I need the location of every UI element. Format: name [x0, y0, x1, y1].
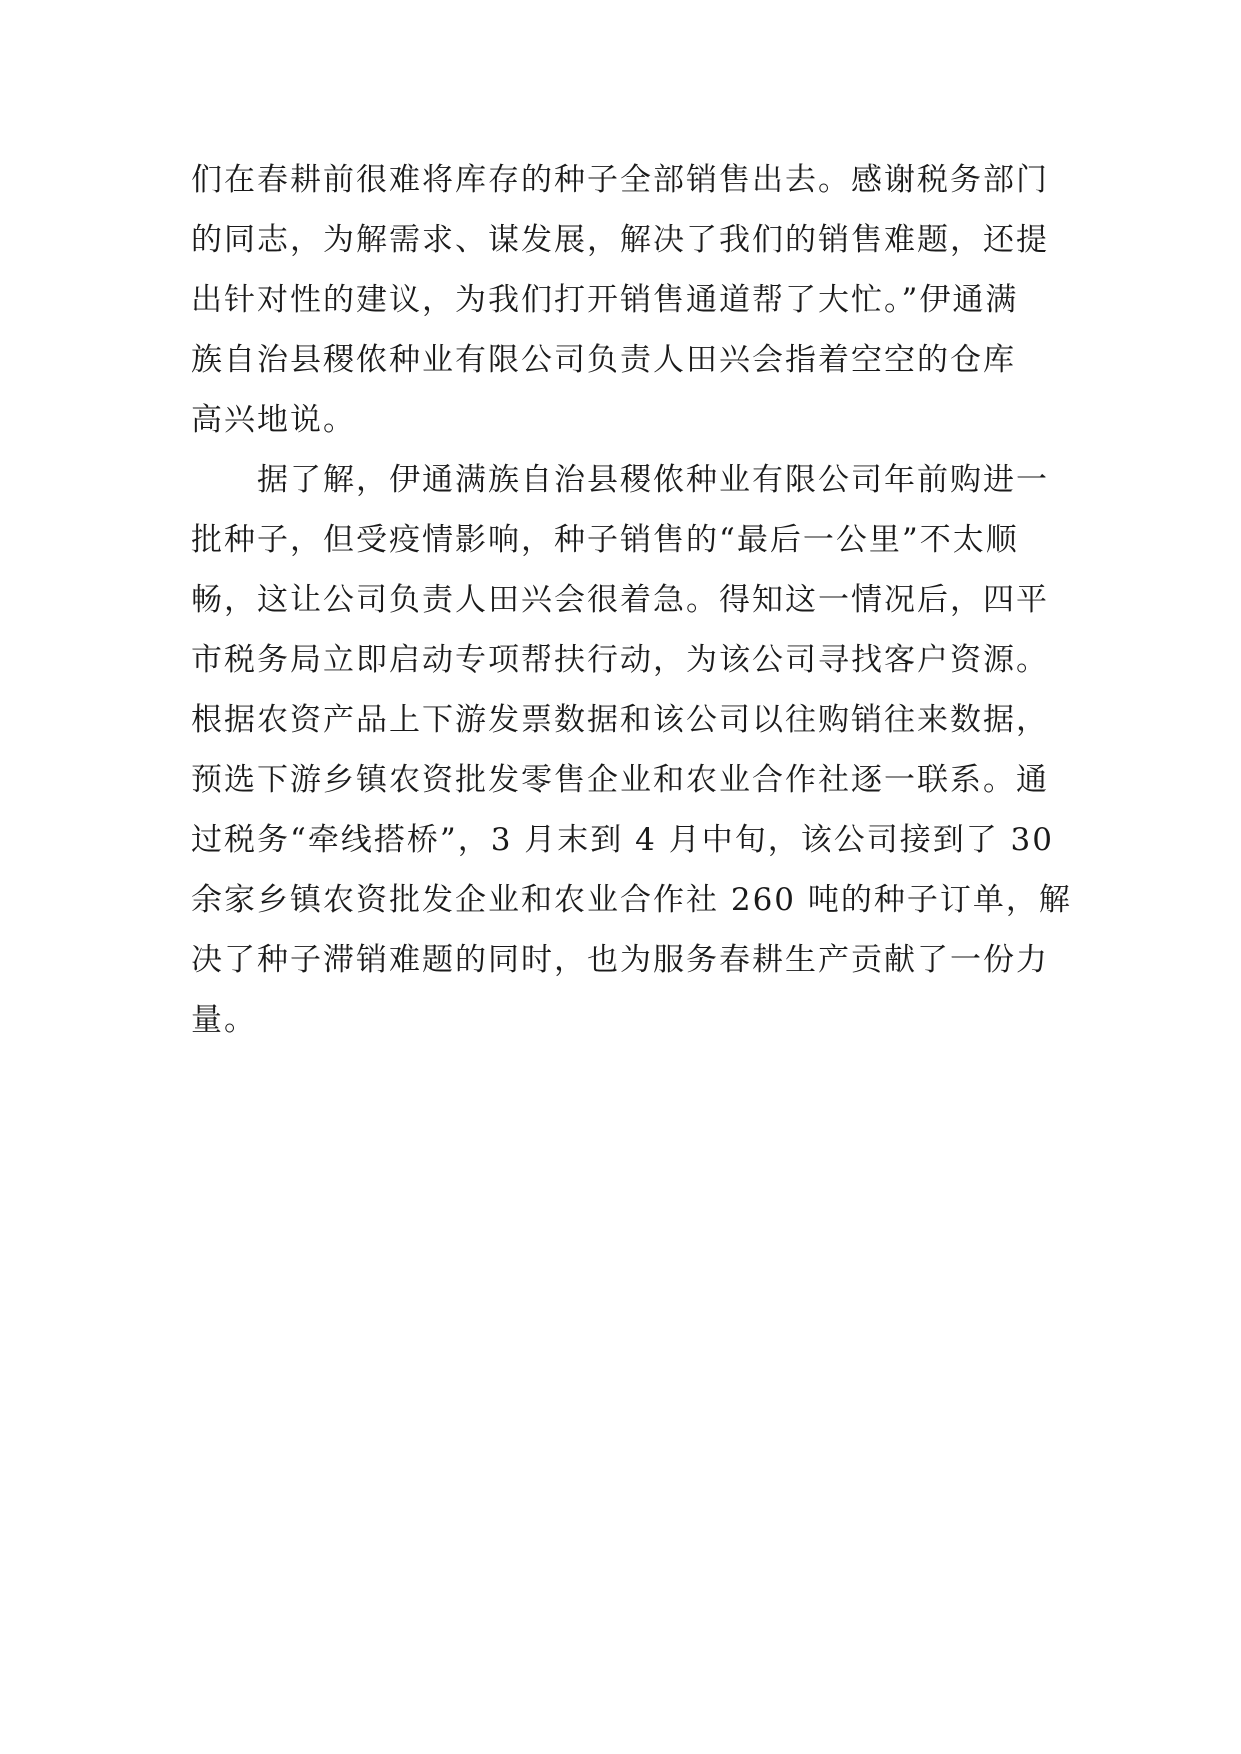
- text-line: 畅，这让公司负责人田兴会很着急。得知这一情况后，四平: [191, 582, 1049, 618]
- text-line: 据了解，伊通满族自治县稷侬种业有限公司年前购进一: [257, 462, 1049, 498]
- text-line: 高兴地说。: [191, 402, 356, 438]
- text-line: 余家乡镇农资批发企业和农业合作社 260 吨的种子订单，解: [191, 882, 1072, 918]
- text-line: 族自治县稷侬种业有限公司负责人田兴会指着空空的仓库: [191, 342, 1016, 378]
- text-line: 决了种子滞销难题的同时，也为服务春耕生产贡献了一份力: [191, 942, 1049, 978]
- text-line: 根据农资产品上下游发票数据和该公司以往购销往来数据，: [191, 702, 1049, 738]
- text-line: 市税务局立即启动专项帮扶行动，为该公司寻找客户资源。: [191, 642, 1049, 678]
- text-line: 们在春耕前很难将库存的种子全部销售出去。感谢税务部门: [191, 162, 1049, 198]
- text-line: 过税务“牵线搭桥”，3 月末到 4 月中旬，该公司接到了 30: [191, 822, 1055, 858]
- text-line: 出针对性的建议，为我们打开销售通道帮了大忙。”伊通满: [191, 282, 1019, 318]
- text-line: 批种子，但受疫情影响，种子销售的“最后一公里”不太顺: [191, 522, 1019, 558]
- paragraph-1: [191, 150, 1061, 450]
- body-text: [191, 150, 1072, 1050]
- text-line: 的同志，为解需求、谋发展，解决了我们的销售难题，还提: [191, 222, 1049, 258]
- paragraph-2: [191, 450, 1072, 1050]
- text-line: 预选下游乡镇农资批发零售企业和农业合作社逐一联系。通: [191, 762, 1049, 798]
- text-line: 量。: [191, 1002, 257, 1038]
